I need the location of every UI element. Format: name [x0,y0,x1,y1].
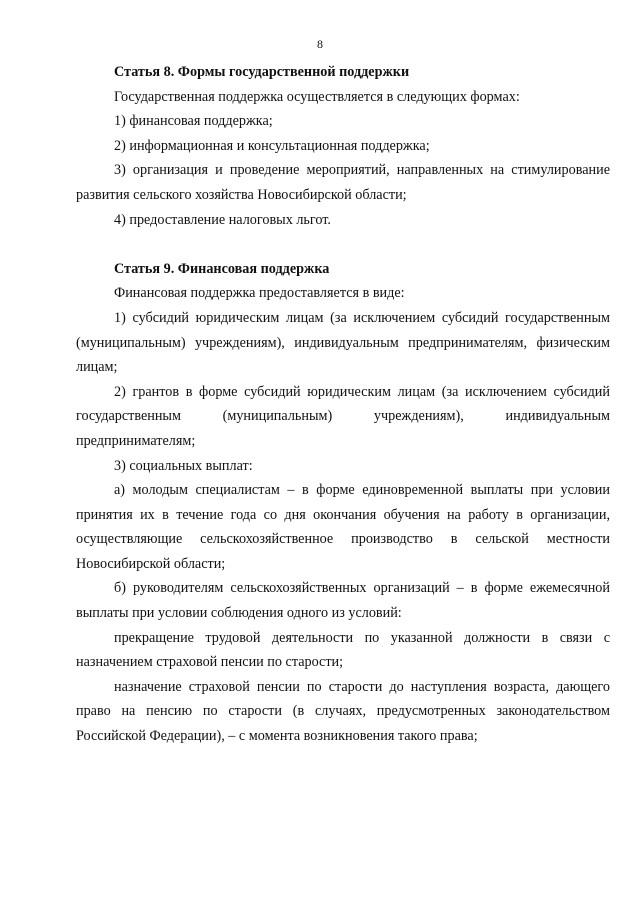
article-9-condition-1: прекращение трудовой деятельности по указанной должности в связи с назначением страховой пенсии по старости; [76,629,610,671]
page-number: 8 [317,37,323,51]
article-9-condition-2: назначение страховой пенсии по старости до наступления возраста, дающего право на пенсию по старости (в случаях, предусмотренных законодательством Российской Федерации), – с момента возникновения такого права; [76,678,610,745]
article-8-heading: Статья 8. Формы государственной поддержки [114,64,410,80]
article-8-item-2: 2) информационная и консультационная поддержка; [114,137,430,154]
section-spacer [76,232,610,257]
article-8-item-1: 1) финансовая поддержка; [114,113,273,130]
article-9-heading: Статья 9. Финансовая поддержка [114,260,330,277]
article-8-item-3: 3) организация и проведение мероприятий, направленных на стимулирование развития сельского хозяйства Новосибирской области; [76,162,610,203]
article-9-item-3b: б) руководителям сельскохозяйственных организаций – в форме ежемесячной выплаты при условии соблюдения одного из условий: [76,580,610,622]
article-9-item-3a: а) молодым специалистам – в форме единовременной выплаты при условии принятия их в течение года со дня окончания обучения на работу в организации, осуществляющие сельскохозяйственное производство в сельской местности Новосибирской области; [76,482,610,572]
article-9-intro: Финансовая поддержка предоставляется в виде: [114,285,405,302]
article-9-item-3: 3) социальных выплат: [114,457,253,474]
article-8-item-4: 4) предоставление налоговых льгот. [114,211,331,228]
article-9-item-1: 1) субсидий юридическим лицам (за исключением субсидий государственным (муниципальным) учреждениям), индивидуальным предпринимателям, физическим лицам; [76,309,610,376]
document-body [76,60,610,749]
article-9-item-2: 2) грантов в форме субсидий юридическим лицам (за исключением субсидий государственным (муниципальным) учреждениям), индивидуальным предпринимателям; [76,383,610,449]
article-8-intro: Государственная поддержка осуществляется в следующих формах: [114,88,520,105]
